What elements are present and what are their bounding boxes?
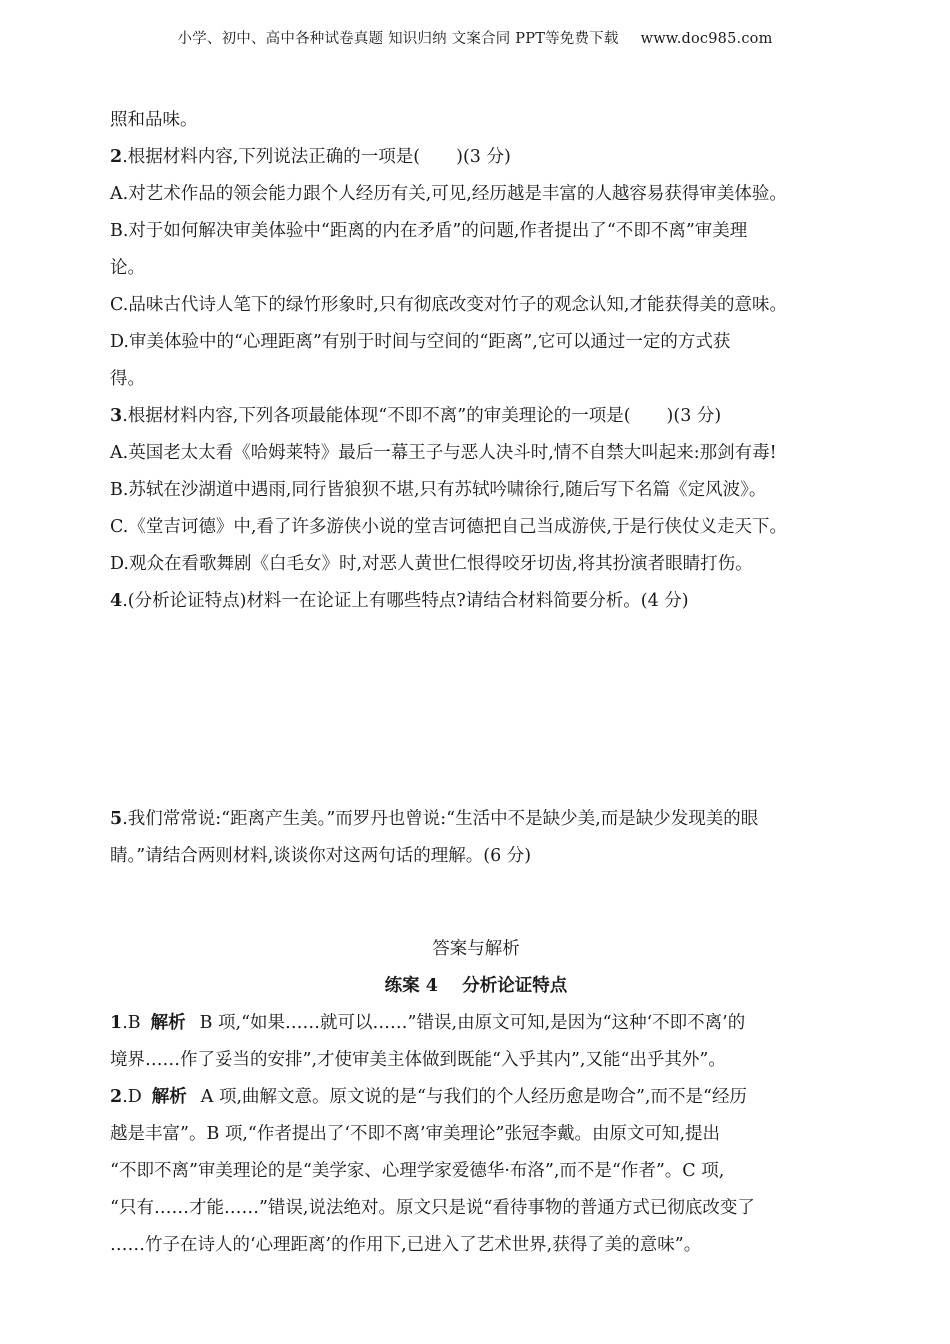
answer-2-cont-4: ……竹子在诗人的‘心理距离’的作用下,已进入了艺术世界,获得了美的意味”。: [110, 1235, 702, 1255]
page-header: [0, 27, 950, 48]
q3-option-a: A.英国老太太看《哈姆莱特》最后一幕王子与恶人决斗时,情不自禁大叫起来:那剑有毒!: [110, 443, 777, 463]
header-text: 小学、初中、高中各种试卷真题 知识归纳 文案合同 PPT等免费下载: [177, 31, 619, 47]
q3-option-c: C.《堂吉诃德》中,看了许多游侠小说的堂吉诃德把自己当成游侠,于是行侠仗义走天下。: [110, 517, 787, 537]
q5-answer-space[interactable]: [110, 875, 842, 931]
answer-2-cont-2: “不即不离”审美理论的是“美学家、心理学家爱德华·布洛”,而不是“作者”。C 项,: [110, 1161, 725, 1181]
q5-stem-cont: 睛。”请结合两则材料,谈谈你对这两句话的理解。(6 分): [110, 846, 532, 866]
q2-number: 2: [110, 147, 123, 167]
answer-1-cont: 境界……作了妥当的安排”,才使审美主体做到既能“入乎其内”,又能“出乎其外”。: [110, 1050, 726, 1070]
answers-title: 答案与解析: [432, 939, 520, 959]
q2-option-b-cont: 论。: [110, 258, 145, 278]
answer-2-cont-3: “只有……才能……”错误,说法绝对。原文只是说“看待事物的普通方式已彻底改变了: [110, 1198, 755, 1218]
answer-2: 2.D 解析 A 项,曲解文意。原文说的是“与我们的个人经历愈是吻合”,而不是“经历: [110, 1087, 747, 1107]
q5-number: 5: [110, 809, 123, 829]
answer-1-number: 1: [110, 1013, 123, 1033]
q3-option-d: D.观众在看歌舞剧《白毛女》时,对恶人黄世仁恨得咬牙切齿,将其扮演者眼睛打伤。: [110, 554, 753, 574]
q3-stem: 3.根据材料内容,下列各项最能体现“不即不离”的审美理论的一项是( )(3 分): [110, 406, 722, 426]
q4-answer-space[interactable]: [110, 620, 842, 801]
answer-2-keyword: 解析: [151, 1087, 187, 1107]
q1-tail: 照和品味。: [110, 110, 198, 130]
q2-option-a: A.对艺术作品的领会能力跟个人经历有关,可见,经历越是丰富的人越容易获得审美体验。: [110, 184, 787, 204]
q3-number: 3: [110, 406, 123, 426]
q2-stem: 2.根据材料内容,下列说法正确的一项是( )(3 分): [110, 147, 511, 167]
q3-option-b: B.苏轼在沙湖道中遇雨,同行皆狼狈不堪,只有苏轼吟啸徐行,随后写下名篇《定风波》。: [110, 480, 767, 500]
q2-option-d: D.审美体验中的“心理距离”有别于时间与空间的“距离”,它可以通过一定的方式获: [110, 332, 731, 352]
q2-option-c: C.品味古代诗人笔下的绿竹形象时,只有彻底改变对竹子的观念认知,才能获得美的意味。: [110, 295, 787, 315]
answer-1-keyword: 解析: [150, 1013, 186, 1033]
answers-subtitle: 练案 4 分析论证特点: [384, 976, 568, 996]
q4-stem: 4.(分析论证特点)材料一在论证上有哪些特点?请结合材料简要分析。(4 分): [110, 591, 689, 611]
answer-1: 1.B 解析 B 项,“如果……就可以……”错误,由原文可知,是因为“这种‘不即不离’的: [110, 1013, 746, 1033]
answer-2-cont-1: 越是丰富”。B 项,“作者提出了‘不即不离’审美理论”张冠李戴。由原文可知,提出: [110, 1124, 721, 1144]
page-content: [110, 102, 842, 1264]
q2-option-d-cont: 得。: [110, 369, 145, 389]
q2-option-b: B.对于如何解决审美体验中“距离的内在矛盾”的问题,作者提出了“不即不离”审美理: [110, 221, 748, 241]
header-site-link[interactable]: www.doc985.com: [640, 31, 773, 47]
answer-2-number: 2: [110, 1087, 123, 1107]
q5-stem: 5.我们常常说:“距离产生美。”而罗丹也曾说:“生活中不是缺少美,而是缺少发现美的眼: [110, 809, 759, 829]
q4-number: 4: [110, 591, 123, 611]
